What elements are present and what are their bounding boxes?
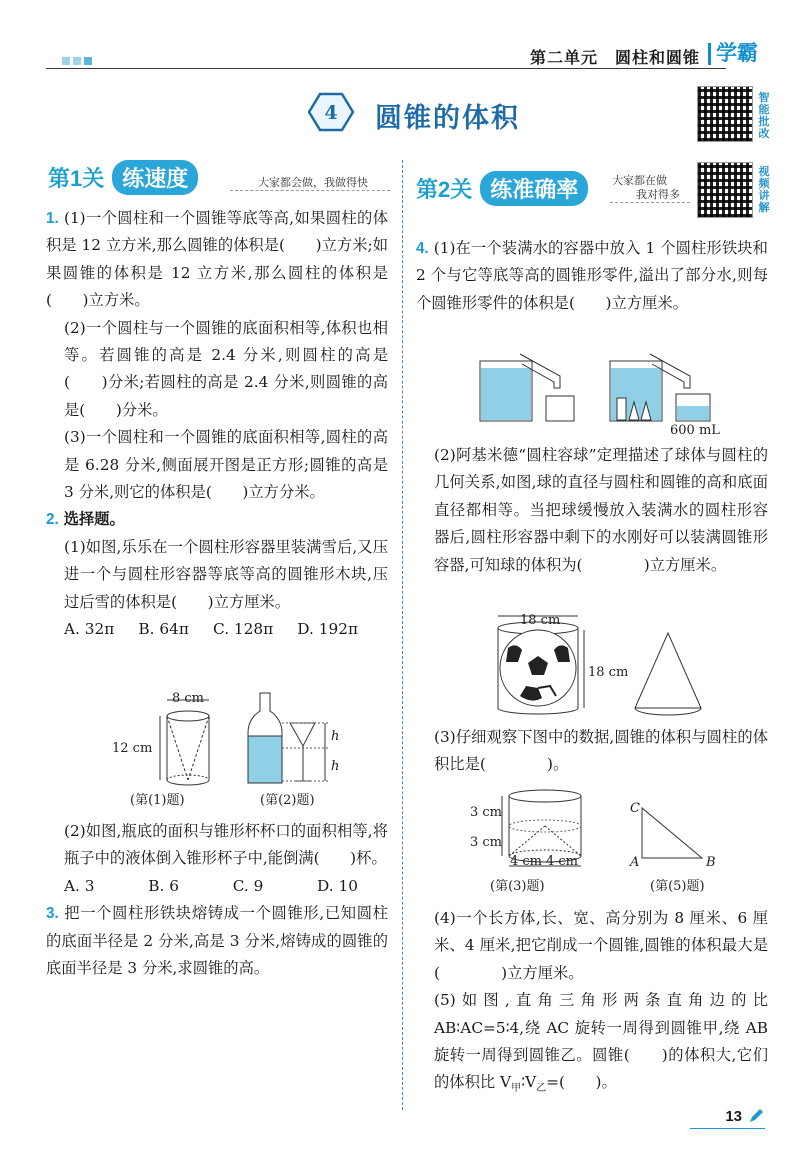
q4-2: (2)阿基米德“圆柱容球”定理描述了球体与圆柱的几何关系,如图,球的直径与圆柱和圆锥的高和底面直径都相等。当把球缓慢放入装满水的圆柱形容器后,圆柱形容器中剩下的水刚好可以装满圆锥形容器,可知球的体积为( )立方厘米。 xyxy=(434,446,768,574)
ratio-figure xyxy=(470,786,740,901)
section1-pill: 练速度 xyxy=(112,160,198,195)
ball-figure xyxy=(490,608,720,723)
left-column-2 xyxy=(46,818,388,982)
header-rule xyxy=(46,68,726,69)
section2-name: 第2关 xyxy=(416,177,473,202)
qr-label-video: 视频讲解 xyxy=(758,166,770,214)
tri-a: A xyxy=(630,855,640,870)
ratio-r1: 4 cm xyxy=(510,854,543,869)
bottle-figure xyxy=(248,693,328,783)
q2-number: 2. xyxy=(46,511,59,529)
q4-5-sub-jia: 甲 xyxy=(511,1083,522,1095)
q2-2-option-b[interactable]: B. 6 xyxy=(148,876,179,895)
left-column xyxy=(46,205,388,644)
ball-width: 18 cm xyxy=(520,613,561,628)
cylinder-figure xyxy=(160,700,209,785)
q2-title-text: 选择题。 xyxy=(63,511,125,529)
q4-number: 4. xyxy=(416,240,429,257)
caption-q1: (第(1)题) xyxy=(130,793,185,808)
fig2-h2: h xyxy=(331,759,340,774)
right-column-4 xyxy=(416,905,768,1103)
q1-1 xyxy=(46,205,388,315)
section1-header xyxy=(48,160,198,195)
q2-2-option-a[interactable]: A. 3 xyxy=(64,876,95,895)
q4-3: (3)仔细观察下图中的数据,圆锥的体积与圆柱的体积比是( )。 xyxy=(434,728,768,774)
q1-1-text: (1)一个圆柱和一个圆锥等底等高,如果圆柱的体积是 12 立方米,那么圆锥的体积是( )立方米;如果圆锥的体积是 12 立方米,那么圆柱的体积是( )立方米。 xyxy=(46,209,388,310)
q2-1-options xyxy=(46,616,388,643)
right-column-2 xyxy=(416,442,768,579)
lesson-title: 圆锥的体积 xyxy=(375,103,520,133)
tri-c: C xyxy=(630,801,640,816)
tri-b: B xyxy=(706,855,716,870)
ratio-h2: 3 cm xyxy=(470,835,503,850)
ball-height: 18 cm xyxy=(588,665,629,680)
q4-4: (4)一个长方体,长、宽、高分别为 8 厘米、6 厘米、4 厘米,把它削成一个圆锥,圆锥的体积最大是( )立方厘米。 xyxy=(434,909,768,982)
q4-5-text-b: ∶V xyxy=(521,1073,537,1092)
q1-number: 1. xyxy=(46,210,59,227)
q2-2-option-c[interactable]: C. 9 xyxy=(232,876,264,895)
section2-note1: 大家都在做 xyxy=(612,175,667,187)
q3 xyxy=(46,900,388,982)
overflow-volume: 600 mL xyxy=(670,423,720,436)
q4-1-text: (1)在一个装满水的容器中放入 1 个圆柱形铁块和 2 个与它等底等高的圆锥形零件,溢出了部分水,则每个圆锥形零件的体积是( )立方厘米。 xyxy=(416,239,768,312)
left-figures xyxy=(110,688,360,813)
caption-q5: (第(5)题) xyxy=(650,879,705,894)
ratio-r2: 4 cm xyxy=(546,854,579,869)
q2-2-option-d[interactable]: D. 10 xyxy=(317,876,358,895)
pencil-icon xyxy=(748,1108,764,1124)
section2-pill: 练准确率 xyxy=(480,171,588,206)
ratio-h1: 3 cm xyxy=(470,805,503,820)
q3-number: 3. xyxy=(46,905,59,923)
caption-q3: (第(3)题) xyxy=(490,879,545,894)
section1-name: 第1关 xyxy=(48,166,105,191)
q4-5-text-a: (5)如图,直角三角形两条直角边的比 AB∶AC=5∶4,绕 AC 旋转一周得到圆锥甲,绕 AB 旋转一周得到圆锥乙。圆锥( )的体积大,它们的体积比 V xyxy=(434,991,768,1092)
q4-1 xyxy=(416,235,768,317)
q4-5-sub-yi: 乙 xyxy=(536,1083,547,1095)
overflow-figure xyxy=(470,346,730,436)
q1-2: (2)一个圆柱与一个圆锥的底面积相等,体积也相等。若圆锥的高是 2.4 分米,则圆柱的高是( )分米;若圆柱的高是 2.4 分米,则圆锥的高是( )分米。 xyxy=(64,318,388,419)
page-number-rule xyxy=(690,1128,765,1129)
fig1-height: 12 cm xyxy=(112,741,153,756)
fig2-h1: h xyxy=(331,729,340,744)
lesson-number-badge xyxy=(308,92,354,132)
section2-note2: 我对得多 xyxy=(636,189,680,201)
q4-5 xyxy=(416,987,768,1103)
qr-label-grading: 智能批改 xyxy=(758,92,770,140)
section1-underline xyxy=(230,190,390,191)
right-column-3 xyxy=(416,724,768,779)
qr-code-video[interactable] xyxy=(697,162,753,218)
q2-title xyxy=(46,506,388,533)
section2-underline xyxy=(610,202,690,203)
unit-title: 第二单元 圆柱和圆锥 xyxy=(529,50,700,67)
q1-3: (3)一个圆柱和一个圆锥的底面积相等,圆柱的高是 6.28 分米,侧面展开图是正方形;圆锥的高是 3 分米,则它的体积是( )立方分米。 xyxy=(64,428,388,502)
qr-code-grading[interactable] xyxy=(697,86,753,142)
header-decoration xyxy=(62,50,95,69)
q4-5-text-c: =( )。 xyxy=(546,1073,617,1092)
q2-2-options xyxy=(46,873,388,900)
q2-1-option-b[interactable]: B. 64π xyxy=(138,620,189,639)
right-column xyxy=(416,235,768,317)
section1-note: 大家都会做，我做得快 xyxy=(258,177,368,189)
q2-2: (2)如图,瓶底的面积与锥形杯杯口的面积相等,将瓶子中的液体倒入锥形杯子中,能倒满( )杯。 xyxy=(64,822,388,868)
fig1-width: 8 cm xyxy=(172,691,205,706)
q2-1: (1)如图,乐乐在一个圆柱形容器里装满雪后,又压进一个与圆柱形容器等底等高的圆锥形木块,压过后雪的体积是( )立方厘米。 xyxy=(64,537,388,611)
section2-header xyxy=(416,171,588,206)
q2-1-option-c[interactable]: C. 128π xyxy=(213,620,274,639)
q2-1-option-a[interactable]: A. 32π xyxy=(64,620,115,639)
column-divider xyxy=(402,160,403,1110)
page-number: 13 xyxy=(725,1108,742,1125)
q2-1-option-d[interactable]: D. 192π xyxy=(297,620,358,639)
brand-logo: 学霸 xyxy=(708,43,758,65)
caption-q2: (第(2)题) xyxy=(260,793,315,808)
lesson-number: 4 xyxy=(324,102,338,124)
q3-text: 把一个圆柱形铁块熔铸成一个圆锥形,已知圆柱的底面半径是 2 分米,高是 3 分米,熔铸成的圆锥的底面半径是 3 分米,求圆锥的高。 xyxy=(46,904,388,978)
